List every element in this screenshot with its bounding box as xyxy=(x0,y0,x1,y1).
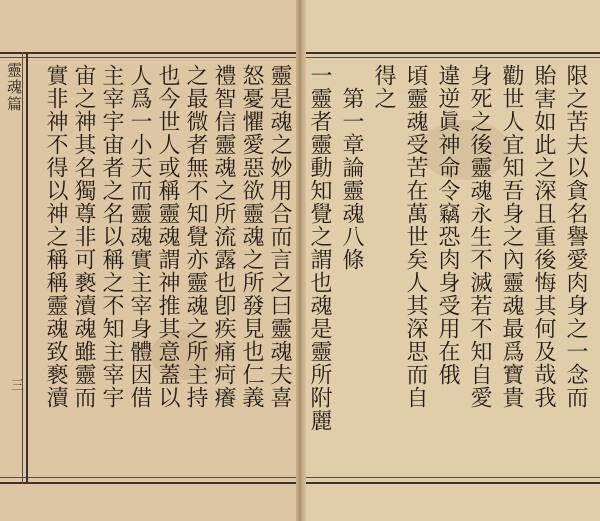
right-bottom-rule xyxy=(306,482,600,484)
text-column: 怒憂懼愛惡欲靈魂之所發見也仁義 xyxy=(239,64,264,409)
text-column: 違逆眞神命令竊恐肉身受用在俄 xyxy=(435,64,460,386)
right-bottom-rule-thin xyxy=(306,477,600,478)
left-margin-line-thin xyxy=(22,52,23,484)
text-column: 禮智信靈魂之所流露也卽疾痛疴癢 xyxy=(211,64,236,409)
text-column: 勸世人宜知吾身之內靈魂最爲寶貴 xyxy=(499,64,524,409)
text-column: 限之苦夫以貪名譽愛肉身之一念而 xyxy=(563,64,588,409)
text-column: 得之 xyxy=(371,64,396,110)
text-column: 之最微者無不知覺亦靈魂之所主持 xyxy=(183,64,208,409)
chapter-heading: 第一章論靈魂八條 xyxy=(339,64,364,271)
right-top-rule-thin xyxy=(306,57,600,58)
text-column: 主宰宇宙者之名以稱之不知主宰宇 xyxy=(99,64,124,409)
left-top-rule xyxy=(0,52,296,54)
left-bottom-rule xyxy=(0,482,296,484)
text-column: 靈是魂之妙用合而言之曰靈魂夫喜 xyxy=(267,64,292,409)
running-title: 靈魂篇 xyxy=(5,62,23,113)
text-column: 頃靈魂受苦在萬世矣人其深思而自 xyxy=(403,64,428,409)
right-top-rule xyxy=(306,52,600,54)
page-number: 三 xyxy=(8,378,23,391)
left-top-rule-thin xyxy=(0,57,296,58)
text-column: 貽害如此之深且重後悔其何及哉我 xyxy=(531,64,556,409)
text-column: 人爲一小天而靈魂實主宰身體因借 xyxy=(127,64,152,409)
text-column: 宙之神其名獨尊非可褻瀆魂雖靈而 xyxy=(71,64,96,409)
left-margin-line xyxy=(26,52,28,484)
text-column: 一靈者靈動知覺之謂也魂是靈所附麗 xyxy=(307,64,332,432)
text-column: 身死之後靈魂永生不滅若不知自愛 xyxy=(467,64,492,409)
text-column: 實非神不得以神之稱稱靈魂致褻瀆 xyxy=(43,64,68,409)
left-bottom-rule-thin xyxy=(0,477,296,478)
text-column: 也今世人或稱靈魂謂神推其意蓋以 xyxy=(155,64,180,409)
